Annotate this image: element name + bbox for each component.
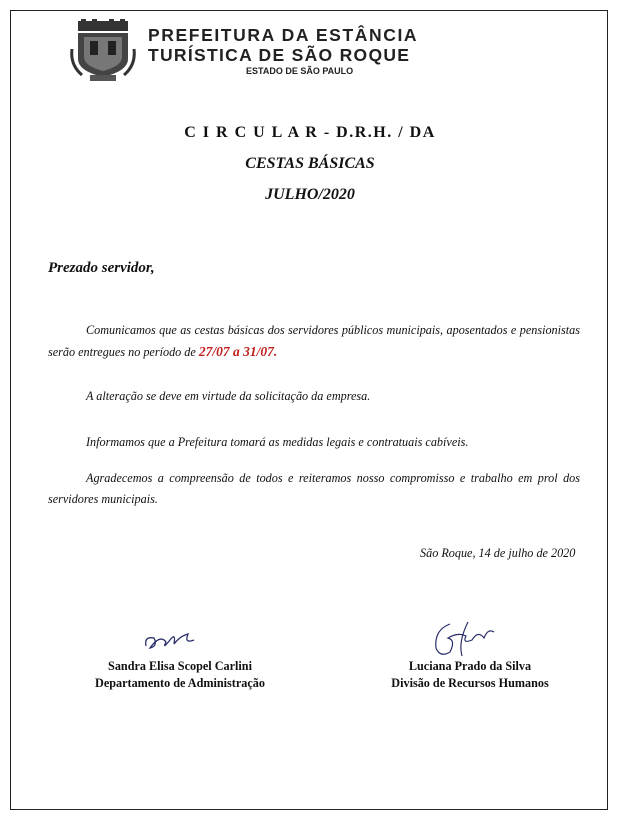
signatory-department: Divisão de Recursos Humanos	[391, 676, 549, 690]
paragraph-delivery-text: Comunicamos que as cestas básicas dos servidores públicos municipais, aposentados e pensionistas serão entregues no período de	[48, 323, 580, 359]
header-line-3: ESTADO DE SÃO PAULO	[246, 66, 354, 76]
header-line-1: PREFEITURA DA ESTÂNCIA	[148, 25, 419, 45]
signatory-name: Luciana Prado da Silva	[408, 659, 532, 673]
signature-scribble-2	[428, 618, 508, 660]
header-line-2: TURÍSTICA DE SÃO ROQUE	[148, 45, 411, 65]
signature-scribble-1	[140, 628, 200, 658]
signatory-name: Sandra Elisa Scopel Carlini	[108, 659, 252, 673]
signature-block-administration	[80, 658, 280, 692]
circular-subject: CESTAS BÁSICAS	[245, 155, 375, 172]
paragraph-measures: Informamos que a Prefeitura tomará as medidas legais e contratuais cabíveis.	[86, 435, 469, 449]
paragraph-delivery	[48, 320, 580, 363]
signatory-department: Departamento de Administração	[95, 676, 265, 690]
paragraph-reason: A alteração se deve em virtude da solicitação da empresa.	[86, 389, 371, 403]
paragraph-thanks: Agradecemos a compreensão de todos e reiteramos nosso compromisso e trabalho em prol dos servidores municipais.	[48, 471, 580, 506]
circular-period: JULHO/2020	[265, 186, 355, 203]
delivery-period-highlight: 27/07 a 31/07.	[198, 344, 278, 359]
municipal-crest-icon	[70, 19, 136, 81]
date-line: São Roque, 14 de julho de 2020	[420, 546, 576, 560]
greeting: Prezado servidor,	[48, 260, 155, 276]
circular-title: C I R C U L A R - D.R.H. / DA	[184, 124, 436, 141]
signature-block-hr	[370, 658, 570, 692]
